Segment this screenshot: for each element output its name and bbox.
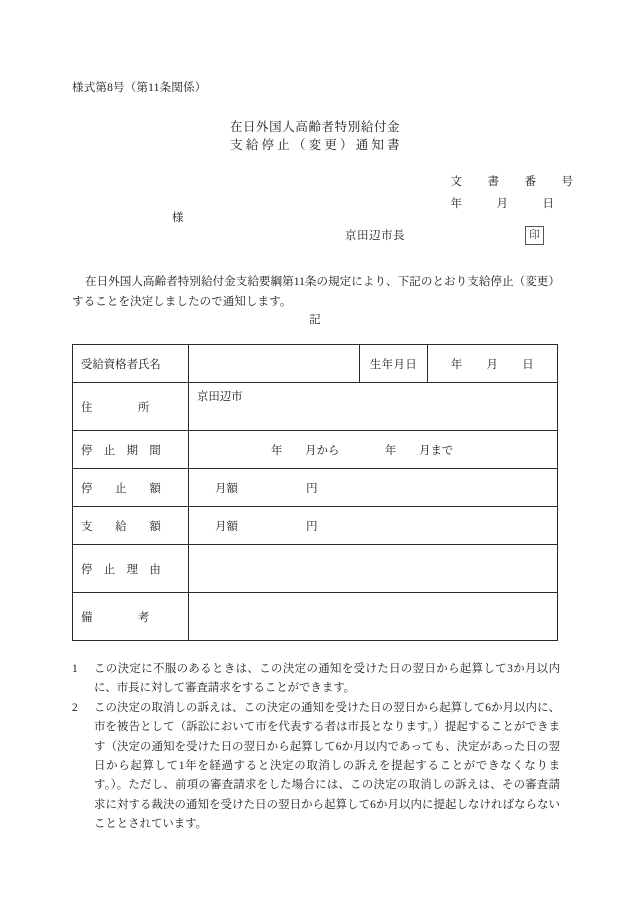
table-row-remarks bbox=[73, 593, 558, 641]
table-row-suspension-reason bbox=[73, 545, 558, 593]
label-remarks-text: 備 考 bbox=[81, 611, 150, 624]
table-row-address bbox=[73, 383, 558, 431]
field-recipient-name[interactable] bbox=[189, 345, 360, 383]
label-recipient-name-text: 受給資格者氏名 bbox=[81, 358, 161, 371]
title-line-1: 在日外国人高齢者特別給付金 bbox=[229, 120, 401, 134]
label-remarks bbox=[73, 593, 189, 641]
label-suspension-period-text: 停 止 期 間 bbox=[81, 444, 161, 457]
table-row-suspension-amount bbox=[73, 469, 558, 507]
form-number: 様式第8号（第11条関係） bbox=[72, 82, 207, 94]
table-row-recipient-name bbox=[73, 345, 558, 383]
suspension-amount-placeholder: 月額 円 bbox=[215, 482, 318, 495]
body-paragraph: 在日外国人高齢者特別給付金支給要綱第11条の規定により、下記のとおり支給停止（変更）することを決定しましたので通知します。 bbox=[72, 275, 560, 308]
label-payment-amount bbox=[73, 507, 189, 545]
issuer-name: 京田辺市長 bbox=[345, 230, 405, 242]
footnote-item bbox=[72, 699, 560, 835]
label-suspension-reason bbox=[73, 545, 189, 593]
label-address-text: 住 所 bbox=[81, 401, 150, 414]
field-suspension-amount[interactable] bbox=[189, 469, 558, 507]
footnote-text: この決定の取消しの訴えは、この決定の通知を受けた日の翌日から起算して6か月以内に、市を被告として（訴訟において市を代表する者は市長となります。）提起することができます（決定の通知を受けた日の翌日から起算して6か月以内であっても、決定があった日の翌日から起算して1年を経過すると決定の取消しの訴えを提起することができなくなります。）。ただし、前項の審査請求をした場合には、この決定の取消しの訴えは、その審査請求に対する裁決の通知を受けた日の翌日から起算して6か月以内に提起しなければならないこととされています。 bbox=[94, 701, 560, 831]
label-date-of-birth: 生年月日 bbox=[360, 345, 428, 383]
field-payment-amount[interactable] bbox=[189, 507, 558, 545]
footnote-number: 2 bbox=[72, 701, 78, 714]
field-suspension-period[interactable] bbox=[189, 431, 558, 469]
table-row-payment-amount bbox=[73, 507, 558, 545]
label-suspension-amount-text: 停 止 額 bbox=[81, 482, 161, 495]
field-address[interactable] bbox=[189, 383, 558, 431]
address-prefill: 京田辺市 bbox=[197, 391, 243, 403]
table-row-suspension-period bbox=[73, 431, 558, 469]
label-suspension-amount bbox=[73, 469, 189, 507]
footnote-number: 1 bbox=[72, 663, 78, 675]
document-date-label: 年 月 日 bbox=[450, 197, 554, 210]
label-suspension-period bbox=[73, 431, 189, 469]
label-payment-amount-text: 支 給 額 bbox=[81, 520, 161, 533]
footnote-text: この決定に不服のあるときは、この決定の通知を受けた日の翌日から起算して3か月以内に、市長に対して審査請求をすることができます。 bbox=[94, 663, 560, 695]
footnotes bbox=[72, 660, 560, 835]
document-title bbox=[0, 118, 630, 154]
field-remarks[interactable] bbox=[189, 593, 558, 641]
field-date-of-birth[interactable] bbox=[428, 345, 558, 383]
footnote-item bbox=[72, 660, 560, 699]
seal-stamp-box: 印 bbox=[525, 226, 544, 245]
title-line-2: 支給停止（変更）通知書 bbox=[230, 138, 403, 153]
suspension-period-placeholder: 年 月から 年 月まで bbox=[271, 444, 454, 457]
label-suspension-reason-text: 停 止 理 由 bbox=[81, 563, 161, 576]
label-recipient-name bbox=[73, 345, 189, 383]
payment-amount-placeholder: 月額 円 bbox=[215, 520, 318, 533]
date-of-birth-placeholder: 年 月 日 bbox=[450, 358, 535, 371]
field-suspension-reason[interactable] bbox=[189, 545, 558, 593]
notification-details-table bbox=[72, 344, 558, 641]
document-metadata bbox=[451, 172, 581, 216]
label-address bbox=[73, 383, 189, 431]
addressee-suffix: 様 bbox=[172, 212, 184, 224]
ki-marker: 記 bbox=[309, 314, 321, 326]
document-number-label: 文 書 番 号 bbox=[450, 176, 580, 188]
